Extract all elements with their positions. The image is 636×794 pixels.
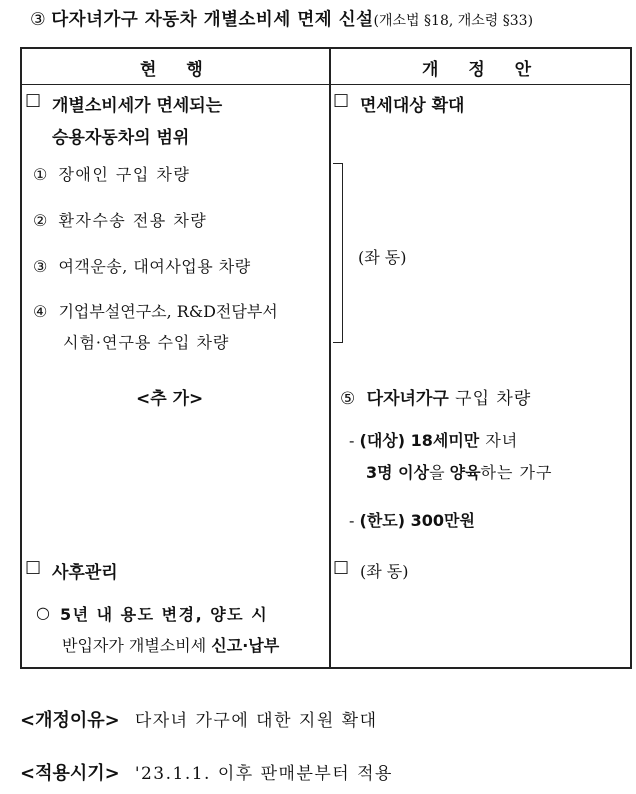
target2-bold1: 3명 이상 [366, 463, 430, 482]
limit-prefix: - [349, 511, 360, 530]
target-bold: (대상) 18세미만 [359, 431, 480, 450]
bracket-line [333, 163, 343, 343]
current-item-2 [33, 208, 207, 231]
target2-normal2: 하는 가구 [480, 463, 553, 482]
current-section1-box: □ [25, 90, 42, 110]
apply-text: '23.1.1. 이후 판매분부터 적용 [134, 764, 393, 784]
item-number: ② [33, 211, 48, 230]
reason-label: <개정이유> [20, 710, 120, 731]
revision-section1-box: □ [333, 90, 350, 110]
reason-row [20, 706, 378, 732]
title-main: 다자녀가구 자동차 개별소비세 면제 신설 [51, 10, 374, 30]
post-line2-normal: 반입자가 개별소비세 [62, 636, 212, 655]
target2-normal1: 을 [429, 463, 450, 482]
apply-label: <적용시기> [20, 763, 120, 784]
item-text: 여객운송, 대여사업용 차량 [58, 257, 251, 276]
current-item-3 [33, 254, 251, 277]
item-text: 기업부설연구소, R&D전담부서 [58, 302, 278, 321]
target2-bold2: 양육 [449, 463, 481, 482]
target-line2 [366, 460, 552, 483]
revision-section1-title: 면세대상 확대 [360, 96, 465, 116]
add-marker: <추 가> [136, 389, 204, 409]
limit-bold: (한도) 300만원 [359, 511, 475, 530]
revision-same-2: (좌 동) [360, 562, 409, 581]
header-current: 현 행 [140, 60, 215, 80]
item-text: 장애인 구입 차량 [58, 165, 191, 184]
target-line1 [349, 428, 518, 451]
post-bullet: ○ [36, 603, 50, 622]
title-reference: (개소법 §18, 개소령 §33) [373, 13, 534, 29]
title-number: ③ [30, 10, 46, 30]
limit-line [349, 508, 475, 531]
item-number: ③ [33, 257, 48, 276]
post-line2-bold: 신고·납부 [211, 636, 280, 655]
revision-same-1: (좌 동) [358, 248, 407, 267]
item5-number: ⑤ [340, 389, 356, 409]
item5-bold: 다자녀가구 [366, 389, 449, 409]
item-number: ④ [33, 302, 48, 321]
reason-text: 다자녀 가구에 대한 지원 확대 [134, 711, 378, 731]
target-prefix: - [349, 431, 360, 450]
header-revision: 개 정 안 [422, 60, 544, 80]
item5-normal: 구입 차량 [448, 389, 532, 409]
current-section1-line2: 승용자동차의 범위 [52, 128, 190, 148]
current-section2-box: □ [25, 557, 42, 577]
item-number: ① [33, 165, 48, 184]
revision-item-5 [340, 384, 531, 409]
column-divider [329, 47, 331, 669]
header-divider [20, 84, 632, 85]
section-title [30, 6, 533, 31]
current-item-1 [33, 162, 190, 185]
current-section2-title: 사후관리 [52, 563, 118, 583]
current-section1-line1: 개별소비세가 면세되는 [52, 96, 223, 116]
post-line1: 5년 내 용도 변경, 양도 시 [60, 605, 269, 624]
revision-section2-box: □ [333, 557, 350, 577]
target-normal: 자녀 [479, 431, 519, 450]
post-line2 [62, 633, 279, 656]
apply-row [20, 759, 393, 785]
current-item-4 [33, 299, 278, 322]
current-item-4-line2: 시험·연구용 수입 차량 [63, 333, 230, 352]
item-text: 환자수송 전용 차량 [58, 211, 208, 230]
